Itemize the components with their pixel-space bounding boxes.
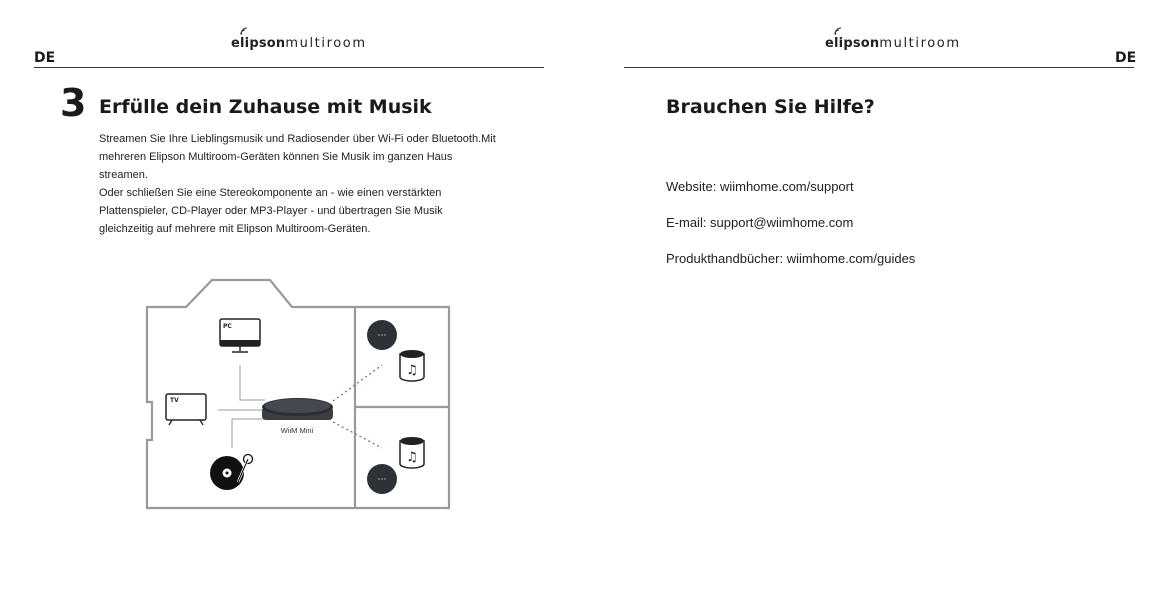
right-page [584, 0, 1168, 601]
brand-logo [825, 36, 961, 51]
header-divider [34, 67, 544, 68]
pc-label: PC [223, 323, 232, 330]
turntable-icon [210, 455, 253, 491]
support-email: E-mail: support@wiimhome.com [666, 215, 854, 230]
turntable-cable [232, 419, 265, 448]
wiim-mini-device [262, 398, 333, 420]
support-website: Website: wiimhome.com/support [666, 179, 854, 194]
music-note-icon-upper: ♫ [406, 363, 418, 378]
paragraph-stereo: Oder schließen Sie eine Stereokomponente an - wie einen verstärkten Plattenspieler, CD-Player oder MP3-Player - und übertragen Sie Musik gleichzeitig auf mehrere mit Elipson Multiroom-Geräten. [99, 187, 443, 235]
wireless-link-upper [333, 365, 382, 401]
brand-logo [231, 36, 367, 51]
brand-name-part2: multiroom [285, 36, 367, 51]
wireless-link-lower [333, 422, 382, 448]
page-title: Erfülle dein Zuhause mit Musik [99, 96, 432, 118]
body-text [99, 130, 499, 238]
pc-cable [240, 365, 265, 400]
brand-name-part1: elipson [825, 36, 880, 51]
step-number: 3 [60, 81, 87, 125]
language-label: DE [34, 50, 56, 66]
multiroom-diagram [140, 270, 460, 515]
brand-name-part1: elipson [231, 36, 286, 51]
music-note-icon-lower: ♫ [406, 450, 418, 465]
wifi-icon [240, 27, 250, 35]
brand-name-part2: multiroom [879, 36, 961, 51]
round-speaker-upper-icon [367, 320, 397, 350]
tv-label: TV [170, 397, 179, 404]
help-title: Brauchen Sie Hilfe? [666, 96, 875, 118]
header-divider [624, 67, 1134, 68]
paragraph-streaming: Streamen Sie Ihre Lieblingsmusik und Radiosender über Wi-Fi oder Bluetooth.Mit mehreren Elipson Multiroom-Geräten können Sie Musik im ganzen Haus streamen. [99, 133, 496, 181]
round-speaker-lower-icon [367, 464, 397, 494]
wifi-icon [834, 27, 844, 35]
device-label: WiiM Mini [280, 426, 314, 435]
product-manuals: Produkthandbücher: wiimhome.com/guides [666, 251, 916, 266]
language-label: DE [1115, 50, 1137, 66]
